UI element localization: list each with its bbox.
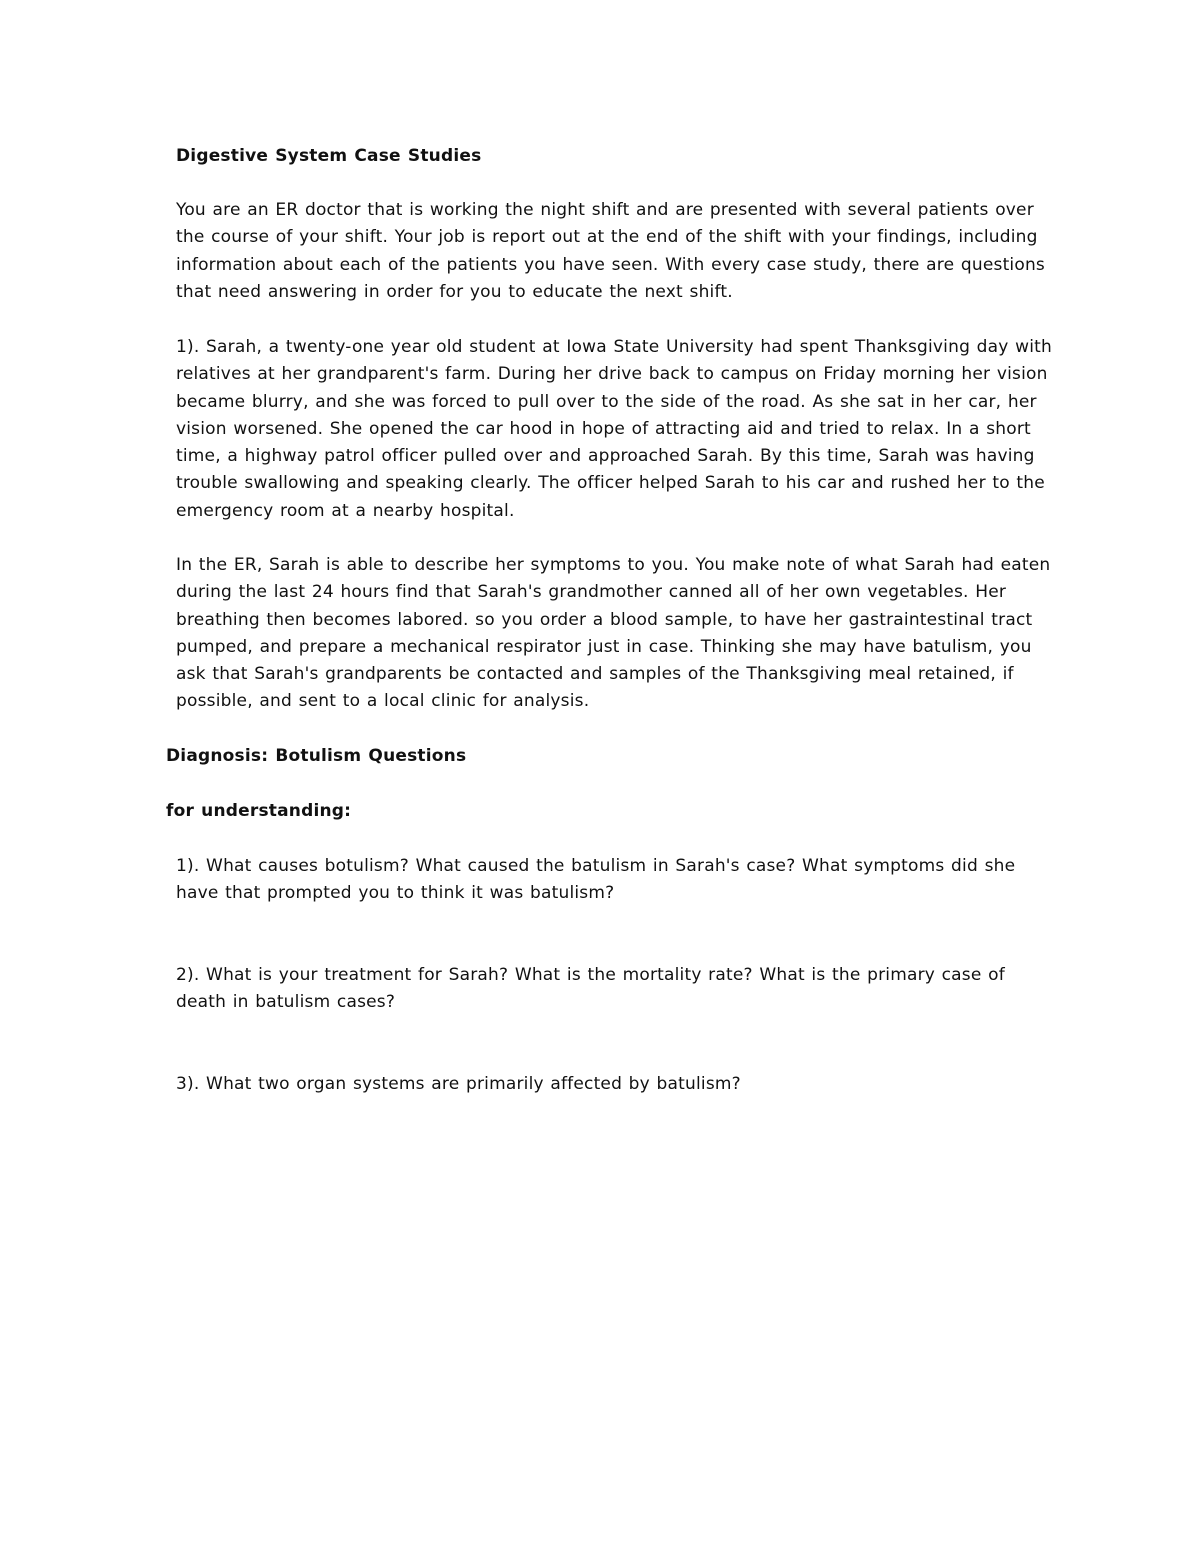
document-title: Digestive System Case Studies — [176, 146, 482, 166]
question-2: 2). What is your treatment for Sarah? What is the mortality rate? What is the primary case of death in batulism cases? — [176, 965, 1005, 1013]
question-1: 1). What causes botulism? What caused the batulism in Sarah's case? What symptoms did she have that prompted you to think it was batulism? — [176, 856, 1016, 904]
question-3: 3). What two organ systems are primarily affected by batulism? — [176, 1074, 741, 1094]
case-study-paragraph: 1). Sarah, a twenty-one year old student at Iowa State University had spent Thanksgiving day with relatives at her grandparent's farm. During her drive back to campus on Friday morning her vision became blurry, and she was forced to pull over to the side of the road. As she sat in her car, her vision worsened. She opened the car hood in hope of attracting aid and tried to relax. In a short time, a highway patrol officer pulled over and approached Sarah. By this time, Sarah was having trouble swallowing and speaking clearly. The officer helped Sarah to his car and rushed her to the emergency room at a nearby hospital. — [176, 337, 1053, 521]
er-paragraph: In the ER, Sarah is able to describe her symptoms to you. You make note of what Sarah had eaten during the last 24 hours find that Sarah's grandmother canned all of her own vegetables. Her breathing then becomes labored. so you order a blood sample, to have her gastraintestinal tract pumped, and prepare a mechanical respirator just in case. Thinking she may have batulism, you ask that Sarah's grandparents be contacted and samples of the Thanksgiving meal retained, if possible, and sent to a local clinic for analysis. — [176, 555, 1051, 712]
understanding-heading: for understanding: — [166, 801, 352, 821]
diagnosis-heading: Diagnosis: Botulism Questions — [166, 746, 467, 766]
intro-paragraph: You are an ER doctor that is working the night shift and are presented with several patients over the course of your shift. Your job is report out at the end of the shift with your findings, including information about each of the patients you have seen. With every case study, there are questions that need answering in order for you to educate the next shift. — [176, 200, 1045, 302]
